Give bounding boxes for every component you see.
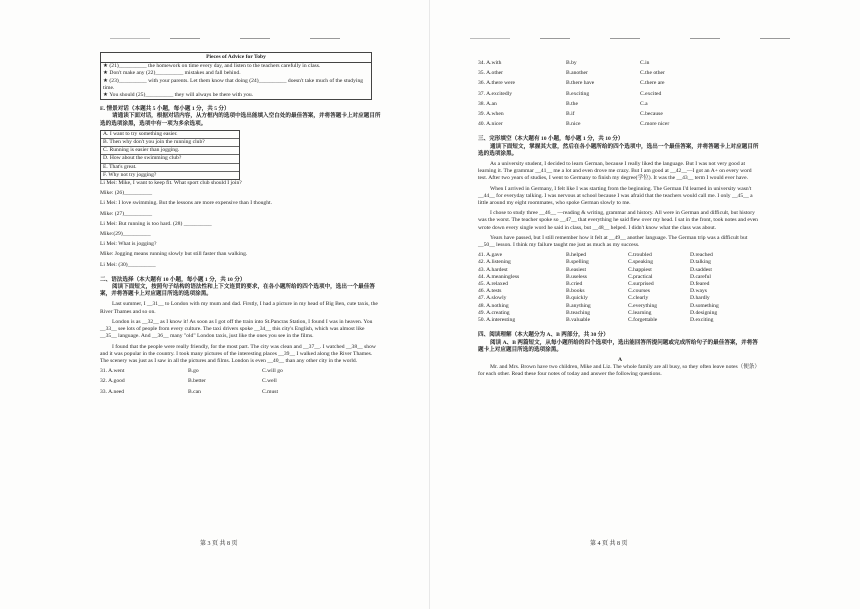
option: B.books bbox=[566, 288, 585, 295]
header-rule bbox=[470, 38, 510, 39]
option: D.something bbox=[690, 302, 719, 309]
grammar-paragraph: I found that the people were really friendly, for the most part. The city was clean and __37__. I watched __38__ show and it was popular in the country. I took many pictures of the interesting places __39__ I walked along the River Thames. The scenery was just as I saw in all the pictures and films. London is even __40__ than any other city in the world. bbox=[100, 343, 376, 364]
option: C.the other bbox=[640, 70, 665, 77]
cloze-paragraph: I chose to study three __46__ —reading & writing, grammar and history. All were in German and difficult, but history was the worst. The teacher spoke so __47__ that everything he said flew over my head. I sat in the front, took notes and even wrote down every single word he said in class, but __48__ helped. I didn't know what the class was about. bbox=[478, 210, 758, 231]
option: B.can bbox=[188, 388, 201, 395]
option: 43. A.hardest bbox=[478, 266, 508, 273]
option: D.exciting bbox=[690, 317, 714, 324]
dialogue-line: Li Mei: What is jogging? bbox=[100, 241, 157, 248]
dialogue-option: D. How about the swimming club? bbox=[101, 155, 239, 163]
option: C.clearly bbox=[628, 295, 649, 302]
option: C.troubled bbox=[628, 252, 652, 259]
grammar-paragraph: Last summer, I __31__ to London with my mum and dad. Firstly, I had a picture in my head of Big Ben, cute taxis, the River Thames and so on. bbox=[100, 301, 378, 315]
advice-row: ★ Don't make any (22)__________ mistakes and fall behind. bbox=[103, 70, 241, 77]
option: 49. A.creating bbox=[478, 309, 510, 316]
section-e-title: E. 情景对话（本题共 5 小题，每小题 1 分，共 5 分） bbox=[100, 106, 230, 113]
question-row bbox=[478, 60, 762, 67]
option: C.in bbox=[640, 60, 650, 66]
option: C.will go bbox=[262, 368, 283, 375]
reading-text: Mr. and Mrs. Brown have two children, Mike and Liz. The whole family are all busy, so they often leave notes（便条）for each other. Read these four notes of today and answer the following questions. bbox=[478, 364, 760, 378]
header-dash bbox=[610, 38, 640, 39]
cloze-paragraph: As a university student, I decided to learn German, because I really liked the language. But I was not very good at learning it. The grammar __41__ me a lot and even drove me crazy. But I am good at __42__—I got an A+ on every word test. After two years of studies, I went to Germany to finish my degree(学位). It was the __43__ term I would ever have. bbox=[478, 161, 752, 182]
dialogue-option: F. Why not try jogging? bbox=[103, 171, 157, 178]
option: D.talking bbox=[690, 259, 711, 266]
grammar-paragraph: London is as __32__ as I know it! As soon as I got off the train into St.Pancras Station, I found I was in heaven. You __33__ see lots of people from every culture. The taxi drivers spoke __34__ this city's English, which was almost like __35__ language. And __36__ many "old" London taxis, just like the ones you see in the films. bbox=[100, 318, 373, 340]
question-row bbox=[100, 389, 382, 396]
option: C.practical bbox=[628, 273, 653, 280]
option: C.because bbox=[640, 111, 663, 118]
option: C.there are bbox=[640, 80, 665, 87]
option: D.ways bbox=[690, 288, 707, 295]
option: B.if bbox=[566, 111, 575, 118]
grammar-instruction: 阅读下面短文，按照句子结构的语法性和上下文连贯的要求，在各小题所给的四个选项中，选出一个最佳答案，并将答题卡上对应题目所选的选项涂黑。 bbox=[100, 284, 375, 298]
option: 45. A.relaxed bbox=[478, 281, 508, 288]
option: C.speaking bbox=[628, 259, 654, 266]
cloze-row bbox=[478, 274, 762, 281]
option: D.reached bbox=[690, 252, 713, 259]
option: 38. A.an bbox=[478, 100, 497, 107]
header-dash bbox=[760, 38, 790, 39]
dialogue-option: B. Then why don't you join the running club? bbox=[101, 139, 239, 147]
option: B.useless bbox=[566, 273, 587, 280]
cloze-row bbox=[478, 281, 762, 288]
option: 42. A.listening bbox=[478, 259, 511, 266]
dialogue-line: Mike: (26)__________ bbox=[100, 190, 153, 197]
option: 41. A.gave bbox=[478, 252, 503, 259]
cloze-row bbox=[478, 288, 762, 295]
option: B.nice bbox=[566, 121, 581, 128]
dialogue-option: A. I want to try something easier. bbox=[101, 131, 239, 139]
cloze-paragraph: Years have passed, but I still remember how it felt at __49__ another language. The German trip was a difficult but __50__ lesson. I think my failure taught me just as much as my success. bbox=[478, 234, 748, 249]
option: B.go bbox=[188, 368, 199, 375]
option: B.exciting bbox=[566, 90, 590, 97]
option: 33. A.need bbox=[100, 388, 125, 395]
option: B.by bbox=[566, 60, 577, 66]
option: C.excited bbox=[640, 90, 662, 97]
option: D.hardly bbox=[690, 295, 710, 302]
advice-row: ★ (23)__________ with your parents. Let them know that doing (24)__________ doesn't take much of the studying time. bbox=[103, 77, 364, 91]
header-dash bbox=[690, 38, 720, 39]
option: B.another bbox=[566, 70, 588, 77]
option: 44. A.meaningless bbox=[478, 273, 520, 280]
option: B.valuable bbox=[566, 317, 591, 324]
question-row bbox=[478, 101, 762, 108]
left-column bbox=[100, 52, 382, 396]
option: 47. A.slowly bbox=[478, 295, 507, 302]
dialogue-option: E. That's great. bbox=[101, 164, 239, 172]
option: B.there have bbox=[566, 80, 595, 87]
option: 39. A.when bbox=[478, 111, 504, 118]
advice-box bbox=[100, 52, 372, 100]
right-column bbox=[478, 60, 762, 379]
header-dash bbox=[170, 38, 200, 39]
grammar-section-title: 二、语法选择（本大题有 10 小题，每小题 1 分，共 10 分） bbox=[100, 276, 246, 283]
option: B.spelling bbox=[566, 259, 589, 266]
option: 32. A.good bbox=[100, 378, 125, 385]
dialogue-line: Mike: (27)__________ bbox=[100, 210, 153, 217]
dialogue-line: Li Mei: (30)__________ bbox=[100, 261, 156, 268]
option: B.better bbox=[188, 378, 206, 385]
dialogue-line: Li Mei: But running is too hard. (28) __________ bbox=[100, 220, 212, 227]
option: C.must bbox=[262, 388, 279, 395]
option: C.a bbox=[640, 100, 648, 107]
option: 31. A.went bbox=[100, 368, 125, 375]
question-row bbox=[100, 368, 382, 375]
option: C.everything bbox=[628, 302, 658, 309]
dialogue-options-box bbox=[100, 130, 240, 180]
cloze-paragraph: When I arrived in Germany, I felt like I was starting from the beginning. The German I'd learned in university wasn't __44__ for everyday talking. I was nervous at school because I was afraid that the teachers would call me. I only __45__ a little around my eight roommates, who spoke German slowly to me. bbox=[478, 185, 753, 207]
option: 50. A.interesting bbox=[478, 317, 516, 324]
cloze-row bbox=[478, 317, 762, 324]
cloze-section-title: 三、完形填空（本大题有 10 小题，每小题 1 分，共 10 分） bbox=[478, 136, 624, 143]
advice-row: ★ You should (25)__________ they will always be there with you. bbox=[103, 92, 254, 99]
dialogue-line: Li Mei: I love swimming. But the lessons are more expensive than I thought. bbox=[100, 200, 272, 207]
cloze-options bbox=[478, 252, 762, 324]
option: B.easiest bbox=[566, 266, 587, 273]
option: 35. A.other bbox=[478, 70, 504, 77]
option: C.happiest bbox=[628, 266, 652, 273]
header-dash bbox=[240, 38, 270, 39]
cloze-row bbox=[478, 295, 762, 302]
option: 48. A.nothing bbox=[478, 302, 509, 309]
header-dash bbox=[540, 38, 570, 39]
question-row bbox=[478, 111, 762, 118]
option: D.feared bbox=[690, 281, 710, 288]
page-4 bbox=[430, 0, 860, 609]
option: 36. A.there were bbox=[478, 80, 515, 87]
option: D.designing bbox=[690, 309, 718, 316]
option: B.the bbox=[566, 100, 578, 107]
cloze-instruction: 通读下面短文，掌握其大意，然后在各小题所给的四个选项中，选出一个最佳答案，并将答题卡上对应题目所选的选项涂黑。 bbox=[478, 143, 759, 157]
reading-section-title: 四、阅读理解（本大题分为 A、B 两部分，共 30 分） bbox=[478, 332, 609, 339]
option: C.surprised bbox=[628, 281, 654, 288]
option: 46. A.tests bbox=[478, 288, 502, 295]
option: B.quickly bbox=[566, 295, 588, 302]
reading-part-label: A bbox=[617, 356, 623, 363]
question-row bbox=[478, 91, 762, 98]
page-footer: 第 4 页 共 8 页 bbox=[590, 541, 628, 547]
dialogue-option: C. Running is easier than jogging. bbox=[101, 147, 239, 155]
option: C.forgettable bbox=[628, 317, 658, 324]
question-row bbox=[478, 80, 762, 87]
cloze-row bbox=[478, 267, 762, 274]
reading-instruction: 阅读 A、B 两篇短文，从每小题所给的四个选项中，选出能回答所提问题或完成所给句子的最佳答案，并将答题卡上对应题目所选的选项涂黑。 bbox=[478, 339, 758, 353]
question-row bbox=[100, 378, 382, 385]
option: B.cried bbox=[566, 281, 583, 288]
question-row bbox=[478, 121, 762, 128]
cloze-row bbox=[478, 252, 762, 259]
option: C.more nicer bbox=[640, 121, 670, 128]
question-row bbox=[478, 70, 762, 77]
cloze-row bbox=[478, 310, 762, 317]
option: 37. A.excitedly bbox=[478, 90, 513, 97]
advice-title: Pieces of Advice for Toby bbox=[101, 53, 371, 63]
option: C.well bbox=[262, 378, 277, 385]
option: D.saddest bbox=[690, 266, 712, 273]
dialogue-line: Mike:(29)__________ bbox=[100, 231, 151, 238]
section-e-instruction: 请通读下面对话，根据对话内容，从方框内的选项中选出能填入空白处的最佳答案，并将答题卡上对应题目所选的选项涂黑，选项中有一项为多余选项。 bbox=[100, 113, 381, 127]
option: C.learning bbox=[628, 309, 652, 316]
option: B.anything bbox=[566, 302, 591, 309]
header-dash bbox=[310, 38, 340, 39]
cloze-row bbox=[478, 259, 762, 266]
header-rule bbox=[110, 38, 150, 39]
dialogue-line: Mike: Jogging means running slowly but still faster than walking. bbox=[100, 251, 248, 258]
option: C.courses bbox=[628, 288, 650, 295]
cloze-row bbox=[478, 303, 762, 310]
option: D.careful bbox=[690, 273, 711, 280]
option: B.teaching bbox=[566, 309, 591, 316]
option: 34. A.with bbox=[478, 60, 502, 66]
option: B.helped bbox=[566, 252, 587, 259]
dialogue-line: Li Mei: Mike, I want to keep fit. What sport club should I join? bbox=[100, 180, 242, 187]
option: 40. A.nicer bbox=[478, 121, 503, 128]
advice-row: ★ (21)__________ the homework on time every day, and listen to the teachers carefully in class. bbox=[103, 63, 321, 70]
page-footer: 第 3 页 共 8 页 bbox=[200, 541, 238, 547]
